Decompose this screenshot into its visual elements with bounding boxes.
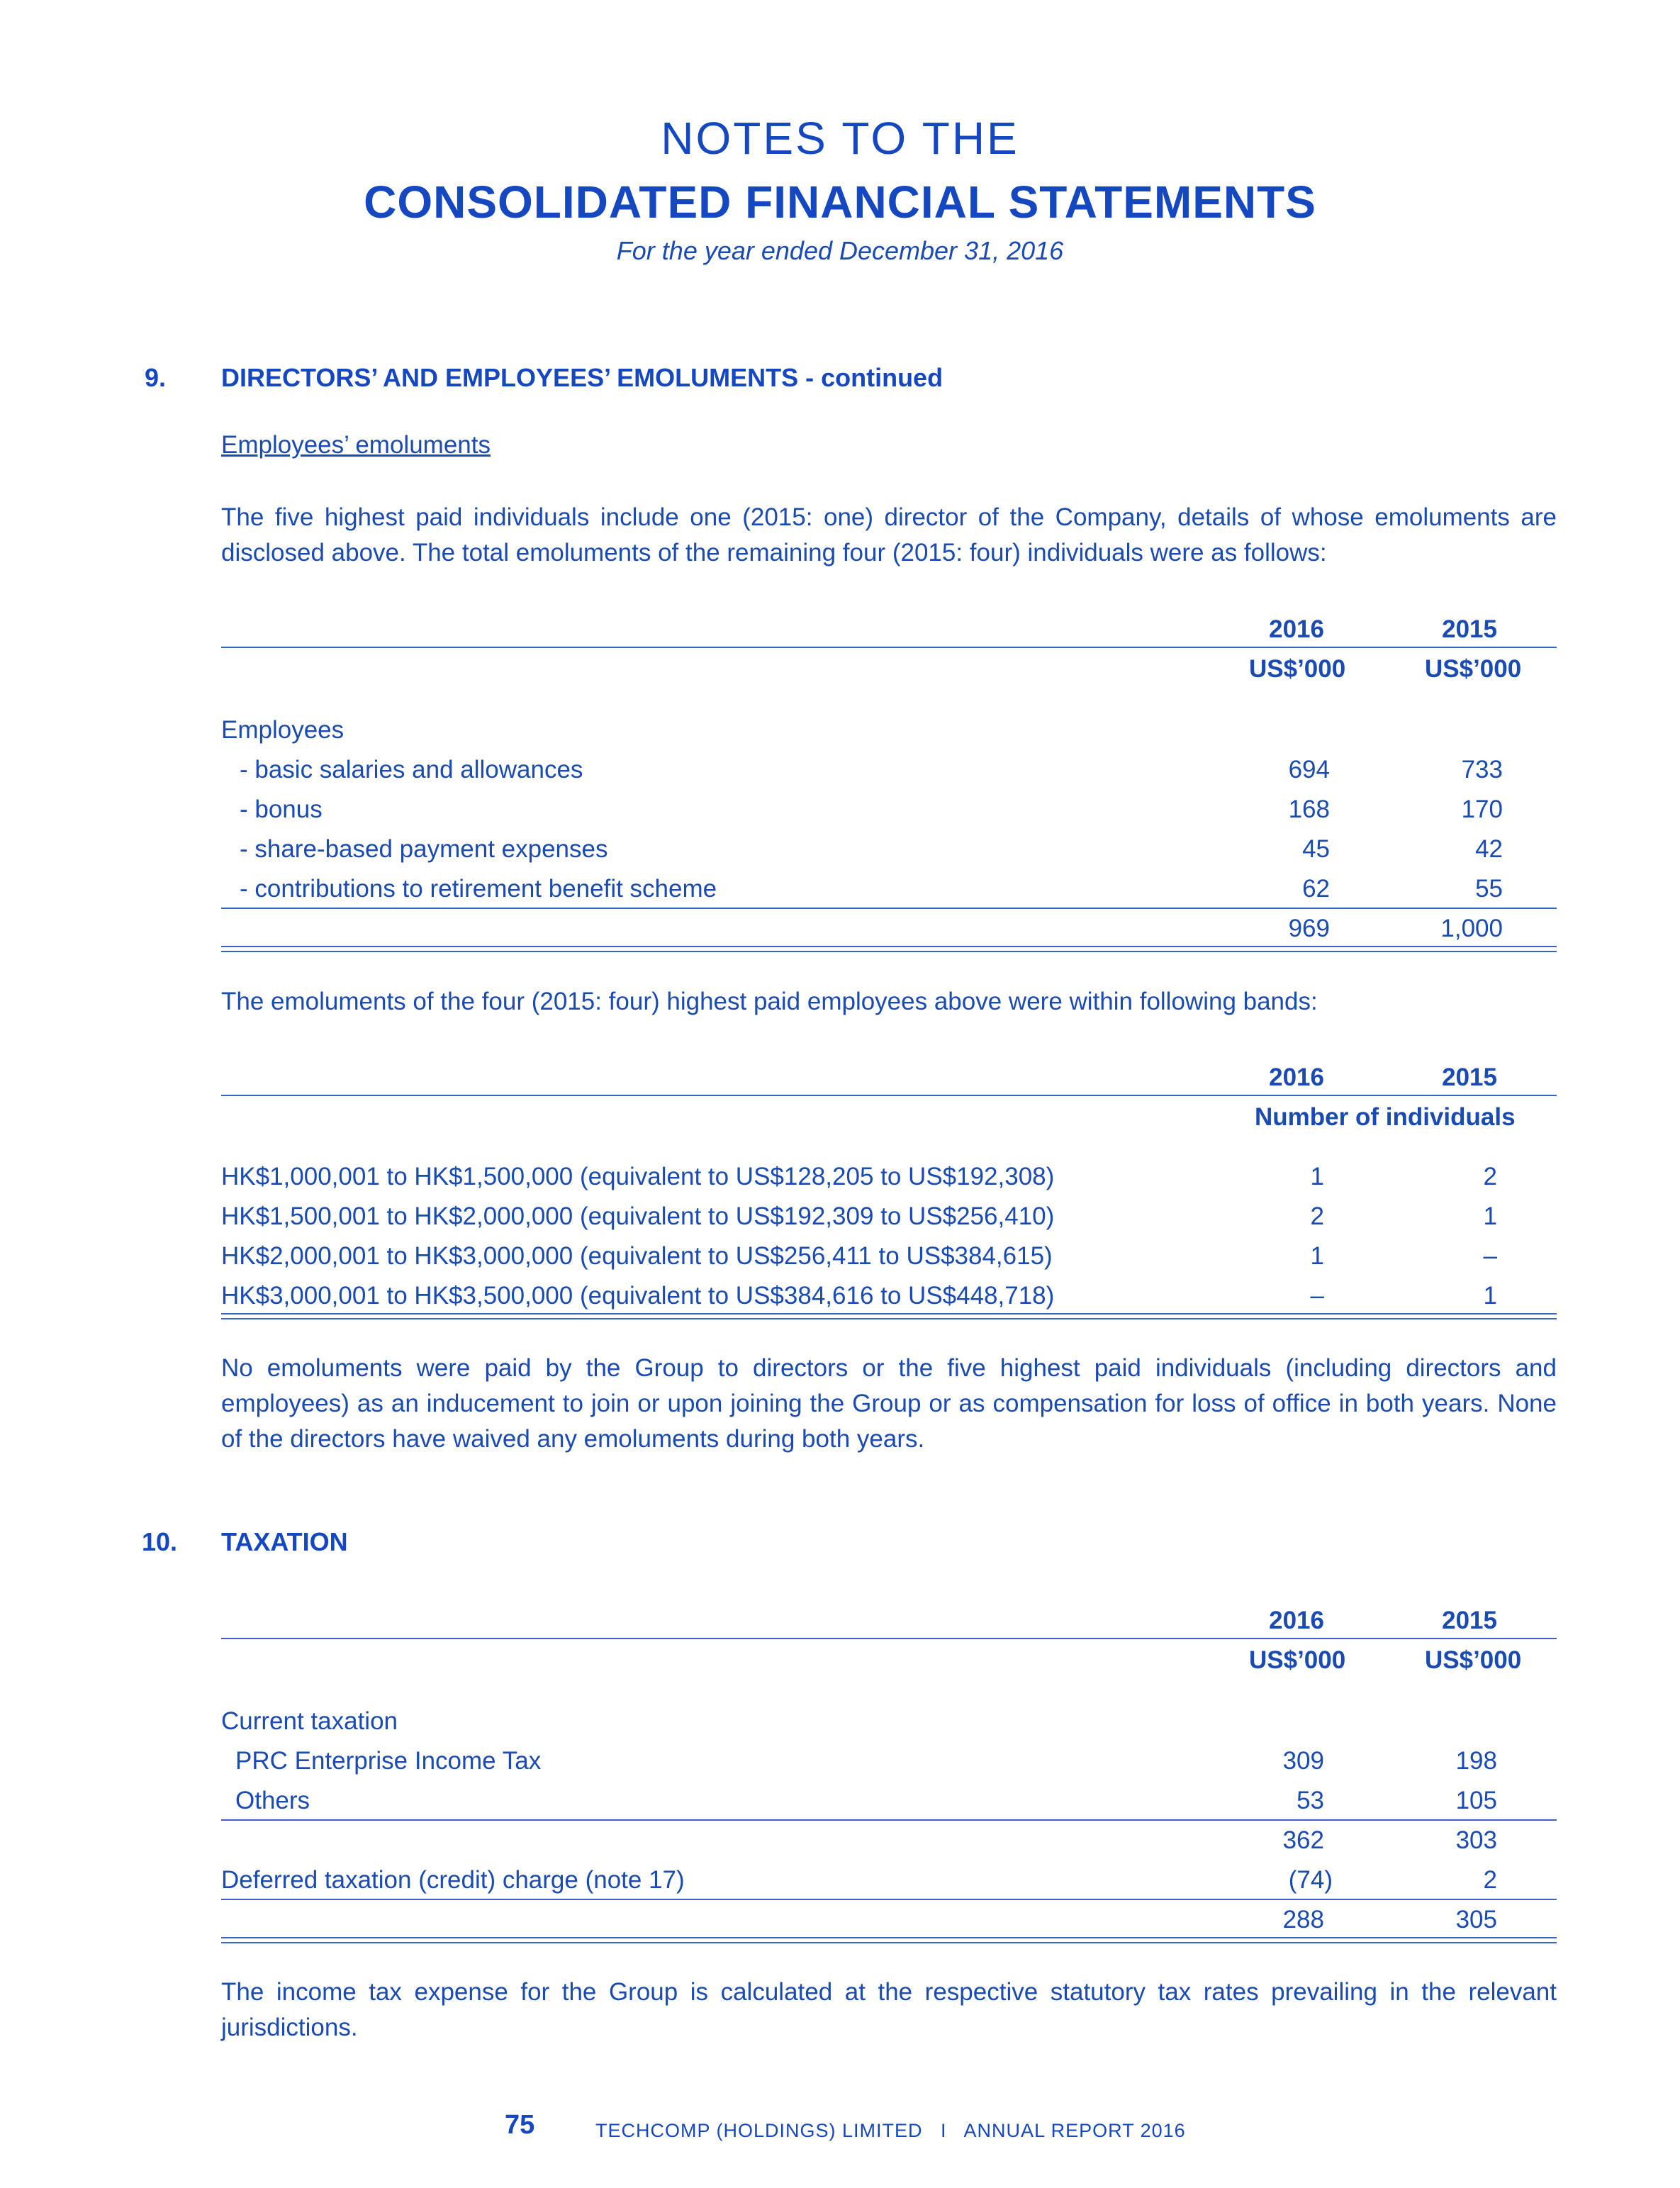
table-row-label: - contributions to retirement benefit scheme <box>240 875 717 903</box>
table2-total-double-rule <box>221 1313 1557 1319</box>
tax-col-2016: 2016 <box>1269 1607 1324 1634</box>
table-row-label: PRC Enterprise Income Tax <box>235 1747 542 1775</box>
tax-total-2016: 288 <box>1282 1906 1324 1933</box>
tax-total-2015: 305 <box>1455 1906 1497 1933</box>
table-cell-2016: 2 <box>1310 1202 1324 1230</box>
table-row-label: HK$1,500,001 to HK$2,000,000 (equivalent to US$192,309 to US$256,410) <box>221 1202 1055 1230</box>
table-cell-2016: 45 <box>1302 835 1330 863</box>
table1-unit-2015: US$’000 <box>1425 655 1522 683</box>
section-10-title: TAXATION <box>221 1527 348 1556</box>
page-number: 75 <box>505 2110 535 2140</box>
table1-unit-2016: US$’000 <box>1249 655 1346 683</box>
table-row-label: HK$1,000,001 to HK$1,500,000 (equivalent to US$128,205 to US$192,308) <box>221 1163 1055 1190</box>
bands-intro-paragraph: The emoluments of the four (2015: four) highest paid employees above were within following bands: <box>221 988 1318 1015</box>
header-period: For the year ended December 31, 2016 <box>616 236 1064 265</box>
table-cell-2016: 309 <box>1282 1747 1324 1775</box>
tax-group-label: Current taxation <box>221 1707 398 1735</box>
tax-deferred-2016: (74) <box>1288 1866 1333 1894</box>
employees-emoluments-subheading: Employees’ emoluments <box>221 431 491 459</box>
tax-unit-2015: US$’000 <box>1425 1646 1522 1674</box>
table-cell-2016: 62 <box>1302 875 1330 903</box>
table-row-label: - bonus <box>240 796 323 823</box>
table1-col-2016: 2016 <box>1269 615 1324 643</box>
table1-total-double-rule <box>221 946 1557 952</box>
table1-total-2015: 1,000 <box>1440 915 1503 942</box>
tax-subtotal-2015: 303 <box>1455 1826 1497 1854</box>
tax-subtotal-2016: 362 <box>1282 1826 1324 1854</box>
table1-group-label: Employees <box>221 716 345 744</box>
table-cell-2016: 1 <box>1310 1163 1324 1190</box>
tax-deferred-label: Deferred taxation (credit) charge (note 17) <box>221 1866 685 1894</box>
table-cell-2015: 2 <box>1483 1163 1497 1190</box>
table-cell-2016: 1 <box>1310 1242 1324 1270</box>
section-9-number: 9. <box>145 363 167 392</box>
header-consolidated-financial-statements: CONSOLIDATED FINANCIAL STATEMENTS <box>364 177 1316 228</box>
table1-subtotal-rule <box>221 908 1557 909</box>
table-cell-2016: 53 <box>1297 1787 1324 1814</box>
tax-unit-2016: US$’000 <box>1249 1646 1346 1674</box>
footer-company-report: TECHCOMP (HOLDINGS) LIMITED I ANNUAL REPORT 2016 <box>595 2120 1186 2141</box>
table1-total-2016: 969 <box>1288 915 1330 942</box>
table-row-label: HK$3,000,001 to HK$3,500,000 (equivalent to US$384,616 to US$448,718) <box>221 1282 1055 1310</box>
tax-deferred-2015: 2 <box>1483 1866 1497 1894</box>
tax-header-rule <box>221 1638 1557 1639</box>
table-row-label: - share-based payment expenses <box>240 835 608 863</box>
table2-unit: Number of individuals <box>1255 1103 1516 1131</box>
table-cell-2015: – <box>1483 1242 1497 1270</box>
section-10-closing-paragraph: The income tax expense for the Group is calculated at the respective statutory tax rates prevailing in the relevant jurisdictions. <box>221 1978 1557 2041</box>
table-row-label: HK$2,000,001 to HK$3,000,000 (equivalent to US$256,411 to US$384,615) <box>221 1242 1053 1270</box>
table-cell-2015: 1 <box>1483 1282 1497 1310</box>
table-cell-2015: 170 <box>1461 796 1503 823</box>
table-row-label: Others <box>235 1787 310 1814</box>
tax-total-rule <box>221 1899 1557 1900</box>
section-9-closing-paragraph: No emoluments were paid by the Group to directors or the five highest paid individuals (including directors and employees) as an inducement to join or upon joining the Group or as compensation for loss of office in both years. None of the directors have waived any emoluments during both years. <box>221 1354 1557 1453</box>
table-cell-2016: 694 <box>1288 756 1330 783</box>
tax-col-2015: 2015 <box>1442 1607 1497 1634</box>
table-cell-2015: 1 <box>1483 1202 1497 1230</box>
table1-header-rule <box>221 647 1557 648</box>
tax-subtotal-rule <box>221 1819 1557 1821</box>
table-cell-2015: 55 <box>1475 875 1503 903</box>
table-cell-2015: 198 <box>1455 1747 1497 1775</box>
table-cell-2016: – <box>1310 1282 1324 1310</box>
table1-col-2015: 2015 <box>1442 615 1497 643</box>
table-cell-2015: 733 <box>1461 756 1503 783</box>
section-10-number: 10. <box>142 1527 178 1556</box>
table2-col-2016: 2016 <box>1269 1064 1324 1091</box>
section-9-intro-paragraph: The five highest paid individuals include one (2015: one) director of the Company, details of whose emoluments are disclosed above. The total emoluments of the remaining four (2015: four) individuals were as follows: <box>221 503 1557 566</box>
table2-col-2015: 2015 <box>1442 1064 1497 1091</box>
table-cell-2016: 168 <box>1288 796 1330 823</box>
tax-total-double-rule <box>221 1937 1557 1943</box>
table-cell-2015: 42 <box>1475 835 1503 863</box>
header-notes-to-the: NOTES TO THE <box>661 113 1019 164</box>
table-cell-2015: 105 <box>1455 1787 1497 1814</box>
table2-header-rule <box>221 1095 1557 1096</box>
section-9-title: DIRECTORS’ AND EMPLOYEES’ EMOLUMENTS - continued <box>221 363 943 392</box>
table-row-label: - basic salaries and allowances <box>240 756 583 783</box>
